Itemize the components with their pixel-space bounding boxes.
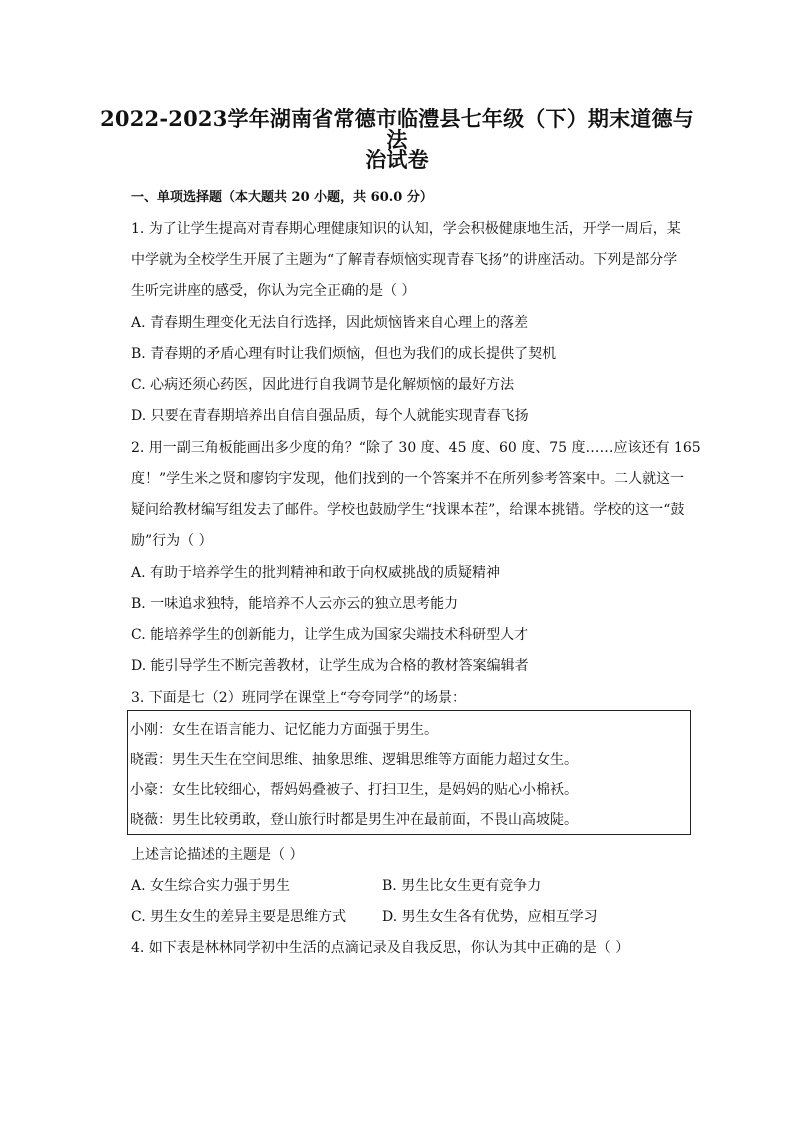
q2-option-c: C. 能培养学生的创新能力，让学生成为国家尖端技术科研型人才 bbox=[131, 627, 529, 643]
q3-quote-box bbox=[127, 710, 691, 835]
q3-quote-line: 小刚：女生在语言能力、记忆能力方面强于男生。 bbox=[130, 722, 438, 738]
q3-option-b: B. 男生比女生更有竞争力 bbox=[382, 878, 542, 894]
q1-stem-line-1: 1. 为了让学生提高对青春期心理健康知识的认知，学会积极健康地生活，开学一周后，某 bbox=[131, 221, 681, 237]
q2-stem-line-2: 度！”学生米之贤和廖钧宇发现，他们找到的一个答案并不在所列参考答案中。二人就这一 bbox=[131, 471, 685, 487]
section-heading: 一、单项选择题（本大题共 20 小题，共 60.0 分） bbox=[131, 190, 433, 205]
q1-stem-line-2: 中学就为全校学生开展了主题为“了解青春烦恼实现青春飞扬”的讲座活动。下列是部分学 bbox=[131, 252, 678, 268]
q3-stem: 3. 下面是七（2）班同学在课堂上“夸夸同学”的场景： bbox=[131, 690, 467, 706]
q2-stem-line-1: 2. 用一副三角板能画出多少度的角？“除了 30 度、45 度、60 度、75 度……应该还有 165 bbox=[131, 440, 701, 456]
q1-option-d: D. 只要在青春期培养出自信自强品质，每个人就能实现青春飞扬 bbox=[131, 408, 529, 424]
exam-title-line-2: 治试卷 bbox=[365, 147, 429, 172]
q1-option-c: C. 心病还须心药医，因此进行自我调节是化解烦恼的最好方法 bbox=[131, 377, 515, 393]
q2-option-d: D. 能引导学生不断完善教材，让学生成为合格的教材答案编辑者 bbox=[131, 658, 529, 674]
q3-option-c: C. 男生女生的差异主要是思维方式 bbox=[131, 909, 347, 925]
q2-option-a: A. 有助于培养学生的批判精神和敢于向权威挑战的质疑精神 bbox=[131, 565, 501, 581]
exam-title-line-1: 2022-2023学年湖南省常德市临澧县七年级（下）期末道德与法 bbox=[100, 106, 694, 152]
q1-option-a: A. 青春期生理变化无法自行选择，因此烦恼皆来自心理上的落差 bbox=[131, 315, 529, 331]
q3-quote-line: 小豪：女生比较细心，帮妈妈叠被子、打扫卫生，是妈妈的贴心小棉袄。 bbox=[130, 782, 578, 798]
q3-question: 上述言论描述的主题是（ ） bbox=[131, 847, 304, 863]
q3-option-d: D. 男生女生各有优势，应相互学习 bbox=[382, 909, 598, 925]
q3-quote-line: 晓霞：男生天生在空间思维、抽象思维、逻辑思维等方面能力超过女生。 bbox=[130, 752, 578, 768]
q2-option-b: B. 一味追求独特，能培养不人云亦云的独立思考能力 bbox=[131, 596, 459, 612]
q2-stem-line-4: 励”行为（ ） bbox=[131, 533, 213, 549]
q3-quote-line: 晓薇：男生比较勇敢，登山旅行时都是男生冲在最前面，不畏山高坡陡。 bbox=[130, 812, 578, 828]
q4-stem: 4. 如下表是林林同学初中生活的点滴记录及自我反思，你认为其中正确的是（ ） bbox=[131, 940, 630, 956]
q3-option-a: A. 女生综合实力强于男生 bbox=[131, 878, 291, 894]
q1-stem-line-3: 生听完讲座的感受，你认为完全正确的是（ ） bbox=[131, 283, 416, 299]
q1-option-b: B. 青春期的矛盾心理有时让我们烦恼，但也为我们的成长提供了契机 bbox=[131, 346, 557, 362]
q2-stem-line-3: 疑问给教材编写组发去了邮件。学校也鼓励学生“找课本茬”，给课本挑错。学校的这一“鼓 bbox=[131, 502, 685, 518]
